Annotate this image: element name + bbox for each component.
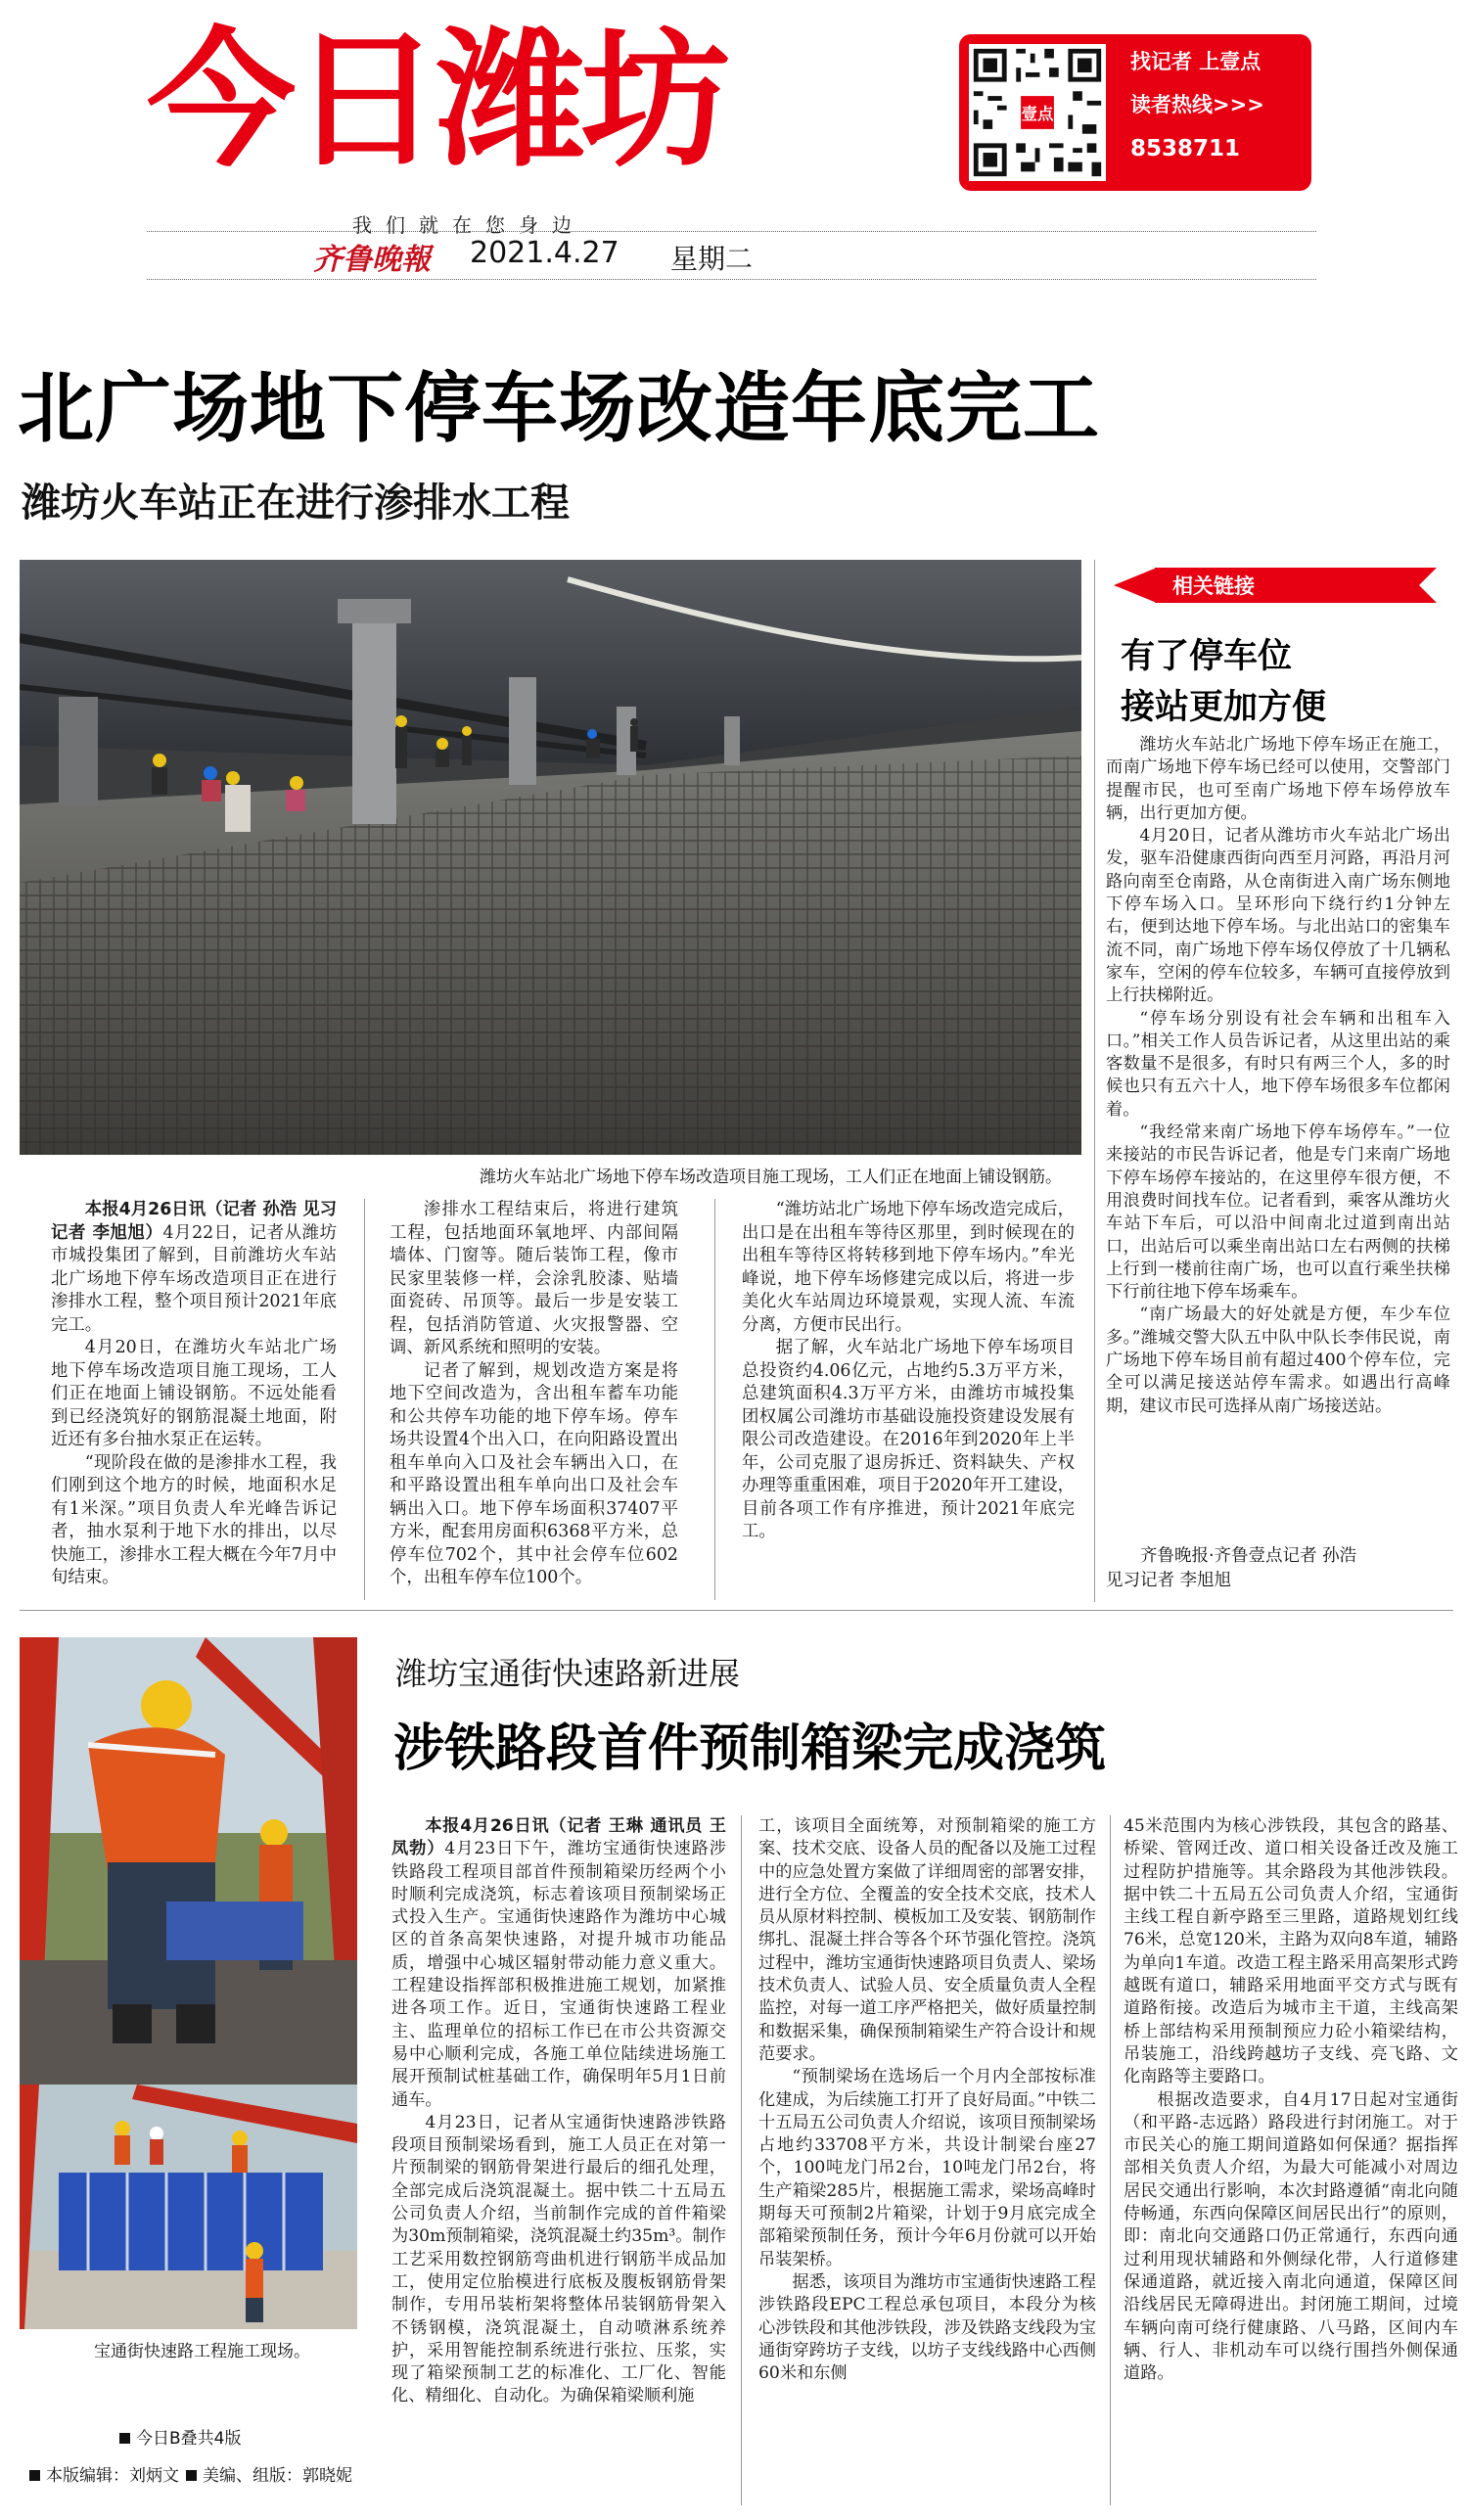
- site-photo-graphic: [20, 2085, 357, 2329]
- lead-headline: 北广场地下停车场改造年底完工: [18, 365, 1101, 453]
- paragraph: 4月22日，记者从潍坊市城投集团了解到，目前潍坊火车站北广场地下停车场改造项目正在进行渗排水工程，整个项目预计2021年底完工。: [51, 1222, 337, 1335]
- sidebar-column: [1106, 734, 1450, 1418]
- masthead-rule: [147, 231, 1316, 232]
- editor-text: 本版编辑：刘炳文: [46, 2466, 179, 2486]
- paragraph: “停车场分别设有社会车辆和出租车入口。”相关工作人员告诉记者，从这里出站的乘客数量不是很多，有时只有两三个人，多的时候也只有五六十人，地下停车场很多车位都闲着。: [1106, 1008, 1450, 1120]
- paragraph: 渗排水工程结束后，将进行建筑工程，包括地面环氧地坪、内部间隔墙体、门窗等。随后装饰工程，像市民家里装修一样，会涂乳胶漆、贴墙面瓷砖、吊顶等。最后一步是安装工程，包括消防管道、火灾报警器、空调、新风系统和照明的安装。: [390, 1200, 678, 1357]
- construction-photo: [20, 560, 1081, 1155]
- paragraph: “我经常来南广场地下停车场停车。”一位来接站的市民告诉记者，他是专门来南广场地下停车场停车接站的，在这里停车很方便，不用浪费时间找车位。记者看到，乘客从潍坊火车站下车后，可以沿中间南北过道到南出站口，出站后可以乘坐南出站口左右两侧的扶梯上行到一楼前往南广场，也可以直行乘坐扶梯下行前往地下停车场乘车。: [1106, 1123, 1450, 1303]
- paragraph: 记者了解到，规划改造方案是将地下空间改造为，含出租车蓄车功能和公共停车功能的地下停车场。停车场共设置4个出入口，在向阳路设置出租车单向入口及社会车辆出入口，在和平路设置出租车单向出口及社会车辆出入口。地下停车场面积37407平方米，配套用房面积6368平方米，总停车位702个，其中社会停车位602个，出租车停车位100个。: [390, 1360, 678, 1587]
- tag-notch-right: [1419, 568, 1437, 603]
- masthead: [0, 0, 1468, 284]
- paragraph: 4月20日，记者从潍坊市火车站北广场出发，驱车沿健康西街向西至月河路，再沿月河路向南至仓南路，从仓南街进入南广场东侧地下停车场入口。呈环形向下绕行约1分钟左右，便到达地下停车场。与北出站口的密集车流不同，南广场地下停车场仅停放了十几辆私家车，空闲的停车位较多，车辆可直接停放到上行扶梯附近。: [1106, 826, 1450, 1006]
- brand-signature: 齐鲁晚報: [313, 243, 431, 277]
- paragraph: “现阶段在做的是渗排水工程，我们刚到这个地方的时候，地面积水足有1米深。”项目负责人牟光峰告诉记者，抽水泵利于地下水的排出，以尽快施工，渗排水工程大概在今年7月中旬结束。: [51, 1452, 337, 1587]
- tag-arrow-left: [1114, 568, 1157, 603]
- column-divider: [364, 1199, 365, 1600]
- sidebar-divider: [1094, 560, 1095, 1602]
- lead-column-1: [51, 1199, 337, 1590]
- related-link-label: 相关链接: [1172, 574, 1255, 598]
- paragraph: 4月23日，记者从宝通街快速路涉铁路段项目预制梁场看到，施工人员正在对第一片预制梁的钢筋骨架进行最后的细孔处理，全部完成后浇筑混凝土。据中铁二十五局五公司负责人介绍，当前制作完成的首件箱梁为30m预制箱梁，浇筑混凝土约35m³。制作工艺采用数控钢筋弯曲机进行钢筋半成品加工，使用定位胎模进行底板及腹板钢筋骨架制作，专用吊装桁架将整体吊装钢筋骨架入不锈钢模，浇筑混凝土，自动喷淋系统养护，采用智能控制系统进行张拉、压浆，实现了箱梁预制工艺的标准化、工厂化、智能化、精细化、自动化。为确保箱梁顺利施: [391, 2112, 726, 2406]
- masthead-rule: [147, 279, 1316, 280]
- square-bullet-icon: [186, 2470, 197, 2481]
- issue-weekday: 星期二: [670, 243, 754, 275]
- column-divider: [1110, 1815, 1111, 2505]
- designer-credit: [186, 2461, 352, 2486]
- parking-garage-photo-graphic: [20, 560, 1081, 1155]
- lead-column-2: [390, 1199, 678, 1590]
- sidebar-byline: [1106, 1544, 1450, 1593]
- promo-hotline-label: 读者热线>>>: [1130, 93, 1264, 116]
- edition-text: 今日B叠共4版: [136, 2429, 242, 2449]
- second-headline: 涉铁路段首件预制箱梁完成浇筑: [393, 1719, 1107, 1778]
- photo-caption: 潍坊火车站北广场地下停车场改造项目施工现场，工人们正在地面上铺设钢筋。: [480, 1168, 1062, 1187]
- site-photo: [20, 2085, 357, 2329]
- qr-center-label: 壹点: [1021, 105, 1054, 124]
- newspaper-logo: 今日潍坊: [147, 14, 726, 187]
- paragraph: 45米范围内为核心涉铁段，其包含的路基、桥梁、管网迁改、道口相关设备迁改及施工过程防护措施等。其余路段为其他涉铁段。据中铁二十五局五公司负责人介绍，宝通街主线工程自新亭路至三里路，道路规划红线76米，总宽120米，主路为双向8车道，辅路为单向1车道。改造工程主路采用高架形式跨越既有道口，辅路采用地面平交方式与既有道路衔接。改造后为城市主干道，主线高架桥上部结构采用预制预应力砼小箱梁结构，吊装施工，沿线跨越坊子支线、亮飞路、文化南路等主要路口。: [1124, 1816, 1458, 2087]
- second-column-3: [1124, 1815, 1458, 2385]
- paragraph: 4月23日下午，潍坊宝通街快速路涉铁路段工程项目部首件预制箱梁历经两个小时顺利完成浇筑，标志着该项目预制梁场正式投入生产。宝通街快速路作为潍坊中心城区的首条高架快速路，对提升城市功能品质，增强中心城区辐射带动能力意义重大。工程建设指挥部积极推进施工规划，加紧推进各项工作。近日，宝通街快速路工程业主、监理单位的招标工作已在市公共资源交易中心顺利完成，各施工单位陆续进场施工展开预制试桩基础工作，确保明年5月1日前通车。: [391, 1839, 726, 2110]
- sidebar-byline-line2: 见习记者 李旭旭: [1106, 1571, 1232, 1590]
- paragraph: 4月20日，在潍坊火车站北广场地下停车场改造项目施工现场，工人们正在地面上铺设钢筋。不远处能看到已经浇筑好的钢筋混凝土地面，附近还有多台抽水泵正在运转。: [51, 1338, 337, 1449]
- square-bullet-icon: [119, 2433, 130, 2444]
- paragraph: 据了解，火车站北广场地下停车场项目总投资约4.06亿元，占地约5.3万平方米，总建筑面积4.3万平方米，由潍坊市城投集团权属公司潍坊市基础设施投资建设发展有限公司改造建设。在2016年到2020年上半年，公司克服了退房拆迁、资料缺失、产权办理等重重困难，项目于2020年开工建设，目前各项工作有序推进，预计2021年底完工。: [742, 1338, 1075, 1541]
- paragraph: “预制梁场在选场后一个月内全部按标准化建成，为后续施工打开了良好局面。”中铁二十五局五公司负责人介绍说，该项目预制梁场占地约33708平方米，共设计制梁台座27个，100吨龙门吊2台，10吨龙门吊2台，将生产箱梁285片，根据施工需求，梁场高峰时期每天可预制2片箱梁，计划于9月底完成全部箱梁预制任务，预计今年6月份就可以开始吊装架桥。: [758, 2067, 1096, 2269]
- edition-note: [119, 2424, 241, 2449]
- lead-byline: 本报4月26日讯（记者 孙浩 见习记者 李旭旭）: [51, 1200, 337, 1243]
- editor-credit: [29, 2461, 179, 2486]
- sidebar-headline-line1: 有了停车位: [1121, 637, 1293, 676]
- sidebar-headline-line2: 接站更加方便: [1121, 688, 1327, 727]
- promo-hotline-number[interactable]: 8538711: [1130, 136, 1241, 161]
- second-byline: 本报4月26日讯（记者 王琳 通讯员 王凤勃）: [391, 1816, 726, 1859]
- section-divider: [20, 1610, 1453, 1611]
- issue-date: 2021.4.27: [470, 236, 619, 270]
- promo-tagline: 找记者 上壹点: [1130, 50, 1262, 73]
- qr-code-graphic: [969, 44, 1106, 181]
- square-bullet-icon: [29, 2470, 40, 2481]
- second-column-1: [391, 1815, 726, 2408]
- column-divider: [714, 1199, 715, 1600]
- paragraph: 工，该项目全面统筹，对预制箱梁的施工方案、技术交底、设备人员的配备以及施工过程中的应急处置方案做了详细周密的部署安排，进行全方位、全覆盖的安全技术交底，技术人员从原材料控制、模板加工及安装、钢筋制作绑扎、混凝土拌合等各个环节强化管控。浇筑过程中，潍坊宝通街快速路项目负责人、梁场技术负责人、试验人员、安全质量负责人全程监控，对每一道工序严格把关，做好质量控制和数据采集，确保预制箱梁生产符合设计和规范要求。: [758, 1816, 1096, 2064]
- paragraph: “南广场最大的好处就是方便，车少车位多。”潍城交警大队五中队中队长李伟民说，南广场地下停车场目前有超过400个停车位，完全可以满足接送站停车需求。如遇出行高峰期，建议市民可选择从南广场接送站。: [1106, 1305, 1450, 1416]
- paragraph: 根据改造要求，自4月17日起对宝通街（和平路-志远路）路段进行封闭施工。对于市民关心的施工期间道路如何保通？据指挥部相关负责人介绍，为最大可能减小对周边居民交通出行影响，本次封路遵循“南北向随侍畅通，东西向保障区间居民出行”的原则，即：南北向交通路口仍正常通行，东西向通过利用现状辅路和外侧绿化带，人行道修建保通道路，就近接入南北向通道，保障区间沿线居民无障碍进出。封闭施工期间，过境车辆向南可绕行健康路、八马路，区间内车辆、行人、非机动车可以绕行围挡外侧保通道路。: [1124, 2089, 1458, 2384]
- related-link-tag: [1114, 560, 1446, 603]
- slogan: 我们就在您身边: [352, 213, 585, 237]
- worker-photo: [20, 1637, 357, 2087]
- sidebar-byline-line1: 齐鲁晚报·齐鲁壹点记者 孙浩: [1140, 1546, 1357, 1566]
- second-column-2: [758, 1815, 1096, 2385]
- column-divider: [741, 1815, 742, 2505]
- worker-photo-graphic: [20, 1637, 357, 2087]
- lead-column-3: [742, 1199, 1075, 1544]
- paragraph: 据悉，该项目为潍坊市宝通街快速路工程涉铁路段EPC工程总承包项目，本段分为核心涉铁段和其他涉铁段，涉及铁路支线段为宝通街穿跨坊子支线，以坊子支线线路中心西侧60米和东侧: [758, 2271, 1096, 2384]
- lead-subhead: 潍坊火车站正在进行渗排水工程: [22, 481, 570, 526]
- sidebar-headline: [1121, 631, 1326, 733]
- qr-code-icon[interactable]: [969, 44, 1106, 181]
- reader-hotline-box: [959, 34, 1311, 191]
- paragraph: 潍坊火车站北广场地下停车场正在施工，而南广场地下停车场已经可以使用，交警部门提醒市民，也可至南广场地下停车场停放车辆，出行更加方便。: [1106, 735, 1450, 823]
- designer-text: 美编、组版：郭晓妮: [203, 2466, 352, 2486]
- paragraph: “潍坊站北广场地下停车场改造完成后，出口是在出租车等待区那里，到时候现在的出租车等待区将转移到地下停车场内。”牟光峰说，地下停车场修建完成以后，将进一步美化火车站周边环境景观，实现人流、车流分离，方便市民出行。: [742, 1200, 1075, 1335]
- photo-caption: 宝通街快速路工程施工现场。: [94, 2342, 310, 2361]
- second-kicker: 潍坊宝通街快速路新进展: [395, 1655, 741, 1692]
